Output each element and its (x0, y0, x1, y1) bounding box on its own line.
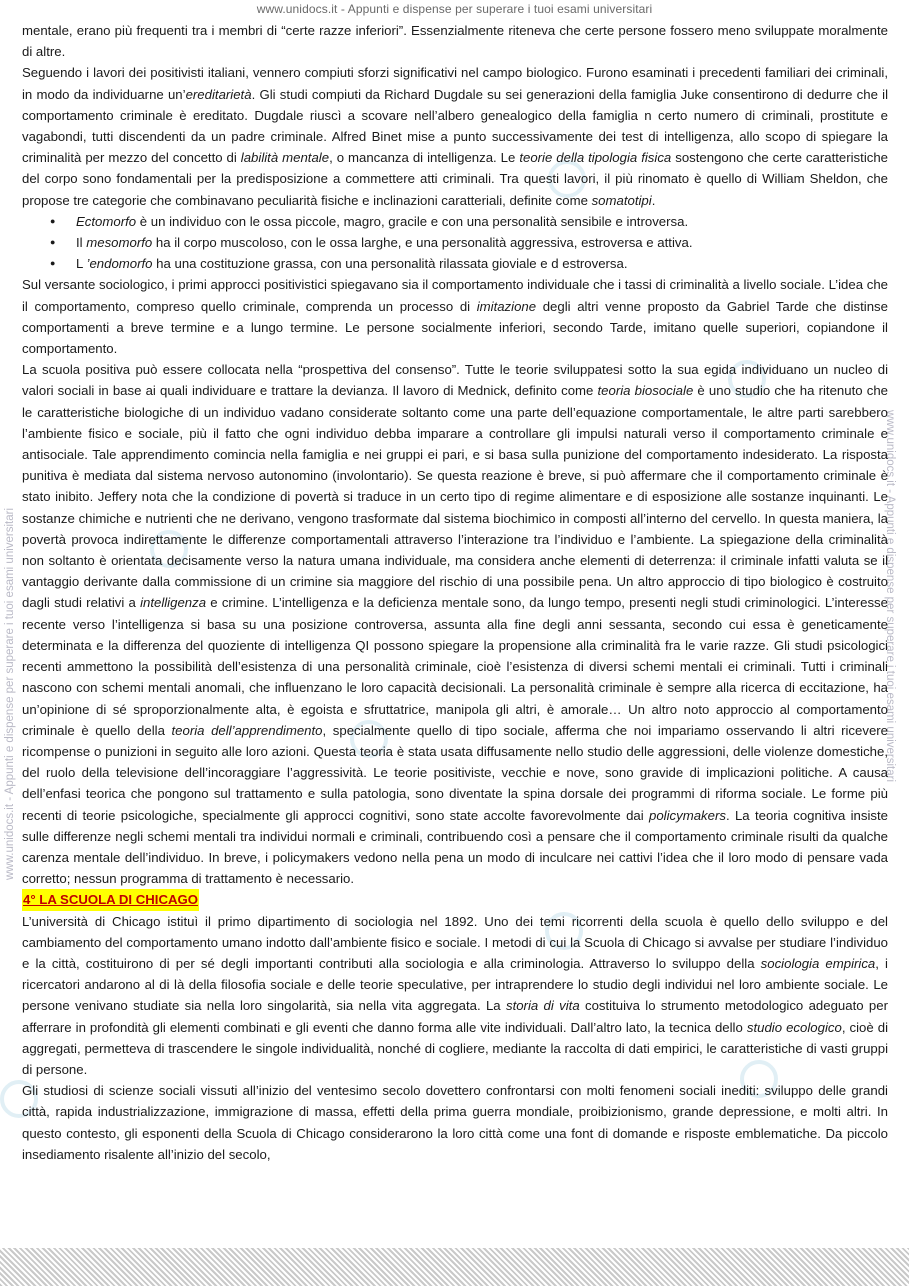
text-run: e crimine. L’intelligenza e la deficienza mentale sono, da lungo tempo, presenti negli studi criminologici. L’interesse recente verso l’intelligenza si basa su una posizione controversa, assunta alla fine degli anni sessanta, secondo cui essa è geneticamente determinata e la differenza del quoziente di intelligenza QI possono spiegare la propensione alla criminalità fra le varie razze. Gli studi psicologici recenti ammettono la possibilità dell’esistenza di una personalità criminale, cioè l’esistenza di diversi schemi mentali ei criminali. Tutti i criminali nascono con schemi mentali anomali, che influenzano le loro capacità decisionali. La personalità criminale è sempre alla ricerca di eccitazione, ha un’opinione di sé sproporzionalmente alta, è egoista e sfruttatrice, manipola gli altri, è amorale… Un altro noto approccio al comportamento criminale è quello della (22, 595, 888, 738)
italic-term: mesomorfo (86, 235, 153, 251)
paragraph (22, 274, 888, 359)
section-heading-wrap (22, 889, 888, 910)
text-run: ha il corpo muscoloso, con le ossa larghe, e una personalità aggressiva, estroversa e attiva. (152, 235, 693, 251)
text-run: Il (76, 235, 87, 251)
text-run: , o mancanza di intelligenza. Le (329, 150, 520, 166)
italic-term: teoria biosociale (597, 383, 694, 399)
italic-term: studio ecologico (746, 1019, 842, 1035)
text-run: degli altri venne proposto da Gabriel Tarde che distinse comportamenti a breve termine e a lungo termine. Le persone socialmente inferiori, secondo Tarde, imitano quelle superiori, copiandone il comportamento. (22, 298, 888, 357)
italic-term: teoria dell’apprendimento (171, 722, 323, 738)
somatotype-list (22, 211, 888, 275)
italic-term: intelligenza (140, 595, 207, 611)
paragraph (22, 62, 888, 210)
list-item (76, 253, 888, 274)
text-run: sostengono che certe caratteristiche del corpo sono fondamentali per la predisposizione a commettere atti criminali. Tra questi lavori, il più rinomato è quello di William Sheldon, che propose tre categorie che combinavano peculiarità fisiche e inclinazioni caratteriali, definite come (22, 150, 889, 208)
text-run: La scuola positiva può essere collocata nella “prospettiva del consenso”. Tutte le teorie sviluppatesi sotto la sua egida individuano un nucleo di valori sociali in base ai quali individuare e trattare la devianza. Il lavoro di Mednick, definito come (22, 362, 888, 399)
italic-term: ’endomorfo (86, 256, 153, 272)
italic-term: teorie della tipologia fisica (519, 150, 672, 166)
list-item (76, 232, 888, 253)
italic-term: policymakers (649, 807, 726, 823)
text-run: , i ricercatori andarono al di là della filosofia sociale e delle teorie speculative, per intraprendere lo studio degli individui nel loro ambiente sociale. Le persone venivano studiate sia nella loro singolarità, sia nella vita aggregata. La (22, 955, 888, 1014)
text-run: ha una costituzione grassa, con una personalità rilassata gioviale e d estroversa. (152, 256, 628, 272)
text-run: L (76, 256, 87, 272)
paragraph (22, 911, 888, 1081)
text-run: Seguendo i lavori dei positivisti italiani, vennero compiuti sforzi significativi nel campo biologico. Furono esaminati i precedenti familiari dei criminali, in modo da individuarne un’ (22, 65, 888, 102)
paragraph: Gli studiosi di scienze sociali vissuti all’inizio del ventesimo secolo dovettero confrontarsi con molti fenomeni sociali inediti: sviluppo delle grandi città, rapida industrializzazione, immigrazione di massa, effetti della prima guerra mondiale, proibizionismo, grande depressione, e molti altri. In questo contesto, gli esponenti della Scuola di Chicago considerarono la loro città come una font di domande e risposte emblematiche. Da piccolo insediamento risalente all’inizio del secolo, (22, 1083, 888, 1162)
section-heading: 4° LA SCUOLA DI CHICAGO (22, 889, 199, 910)
preview-cutoff-band (0, 1248, 909, 1286)
text-run: . Gli studi compiuti da Richard Dugdale su sei generazioni della famiglia Juke consentirono di dedurre che il comportamento criminale è ereditato. Dugdale riuscì a scovare nell’albero genealogico della famiglia n certo numero di criminali, prostitute e vagabondi, tutti discendenti da un padre criminale. Alfred Binet mise a punto successivamente dei test di intelligenza, allo scopo di spiegare la criminalità per mezzo del concetto di (22, 86, 888, 166)
text-run: è uno studio che ha ritenuto che le caratteristiche biologiche di un individuo vadano considerate soltanto come una parte dell’equazione comportamentale, le altre parti sarebbero l’ambiente fisico e sociale, più il fatto che ogni individuo debba imparare a controllare gli impulsi naturali verso il comportamento criminale e antisociale. Tale apprendimento comincia nella famiglia e nei gruppi ei pari, e si basa sulla punizione del comportamento indesiderato. La risposta punitiva è mediata dal sistema nervoso autonomino (involontario). Se questa reazione è breve, si può affermare che il comportamento criminale è stato inibito. Jeffery nota che la condizione di povertà si traduce in un certo tipo di regime alimentare e di esposizione alle sostanze inquinanti. Le sostanze chimiche e nutrienti che ne derivano, vengono trasformate dal sistema biochimico in composti all’interno del cervello. In questa maniera, la povertà provoca indirettamente le differenze comportamentali attraverso l’interazione tra l’individuo e l’ambiente. La spiegazione della criminalità non soltanto è orientata decisamente verso la natura umana individuale, ma considera anche elementi di deterrenza: il criminale infatti valuta se il vantaggio derivante dalla commissione di un crimine sia maggiore del rischio di una possibile pena. Un altro approccio di tipo biologico è costruito dagli studi relativi a (22, 383, 888, 611)
paragraph (22, 359, 888, 889)
italic-term: labilità mentale (240, 150, 330, 166)
text-run: è un individuo con le ossa piccole, magro, gracile e con una personalità sensibile e introversa. (136, 213, 689, 229)
text-run: . La teoria cognitiva insiste sulle differenze negli schemi mentali tra individui normali e criminali, contribuendo così a pensare che il comportamento criminale risulti da qualche carenza mentale dell’individuo. In breve, i policymakers vedono nella pena un modo di inculcare nei cattivi l’idea che il loro modo di pensare vada corretto; nessun programma di trattamento è necessario. (22, 807, 888, 887)
text-run: , cioè di aggregati, permetteva di trascendere le singole individualità, nonché di cogliere, mediante la raccolta di dati empirici, le caratteristiche di vasti gruppi di persone. (22, 1019, 889, 1077)
header-site-text[interactable]: www.unidocs.it - Appunti e dispense per superare i tuoi esami universitari (256, 2, 653, 16)
document-body (22, 20, 888, 1165)
text-run: L’università di Chicago istituì il primo dipartimento di sociologia nel 1892. Uno dei temi ricorrenti della scuola è quello dello sviluppo e del cambiamento del comportamento umano indotto dall’ambiente fisico e sociale. I metodi di cui la Scuola di Chicago si avvalse per studiare l’individuo e la città, costituirono di per sé degli importanti contributi alla sociologia e alla criminologia. Attraverso lo sviluppo della (22, 913, 888, 971)
watermark-side-left: www.unidocs.it - Appunti e dispense per superare i tuoi esami universitari (4, 507, 16, 880)
italic-term: sociologia empirica (760, 955, 876, 971)
italic-term: ereditarietà (185, 86, 252, 102)
italic-term: Ectomorfo (76, 213, 137, 229)
paragraph: mentale, erano più frequenti tra i membri di “certe razze inferiori”. Essenzialmente riteneva che certe persone fossero meno sviluppate moralmente di altre. (22, 23, 888, 60)
text-run: . (651, 192, 656, 208)
italic-term: storia di vita (505, 998, 580, 1014)
list-item (76, 211, 888, 232)
watermark-side-right: www.unidocs.it - Appunti e dispense per superare i tuoi esami universitari (884, 410, 896, 783)
text-run: costituiva lo strumento metodologico adeguato per afferrare in profondità gli elementi combinati e gli eventi che danno forma alle vite individuali. Dall’altro lato, la tecnica dello (22, 998, 888, 1035)
italic-term: imitazione (476, 298, 537, 314)
text-run: , specialmente quello di tipo sociale, afferma che noi impariamo osservando li altri ricevere ricompense o punizioni in seguito alle loro azioni. Questa teoria è stata usata diffusamente nello studio delle aggressioni, delle violenze domestiche, del ruolo della televisione dell’incoraggiare l’aggressività. Le teorie positiviste, vecchie e nove, sono gravide di implicazioni politiche. A causa dell’enfasi teorica che pongono sul trattamento e sulla patologia, sono diventate la spina dorsale dei programmi di riforma sociale. Le forme più recenti di teorie psicologiche, specialmente gli approcci cognitivi, sono state accolte favorevolmente dai (22, 722, 889, 823)
italic-term: somatotipi (591, 192, 652, 208)
text-run: Sul versante sociologico, i primi approcci positivistici spiegavano sia il comportamento individuale che i tassi di criminalità a livello sociale. L’idea che il comportamento, compreso quello criminale, comprenda un processo di (22, 277, 888, 314)
